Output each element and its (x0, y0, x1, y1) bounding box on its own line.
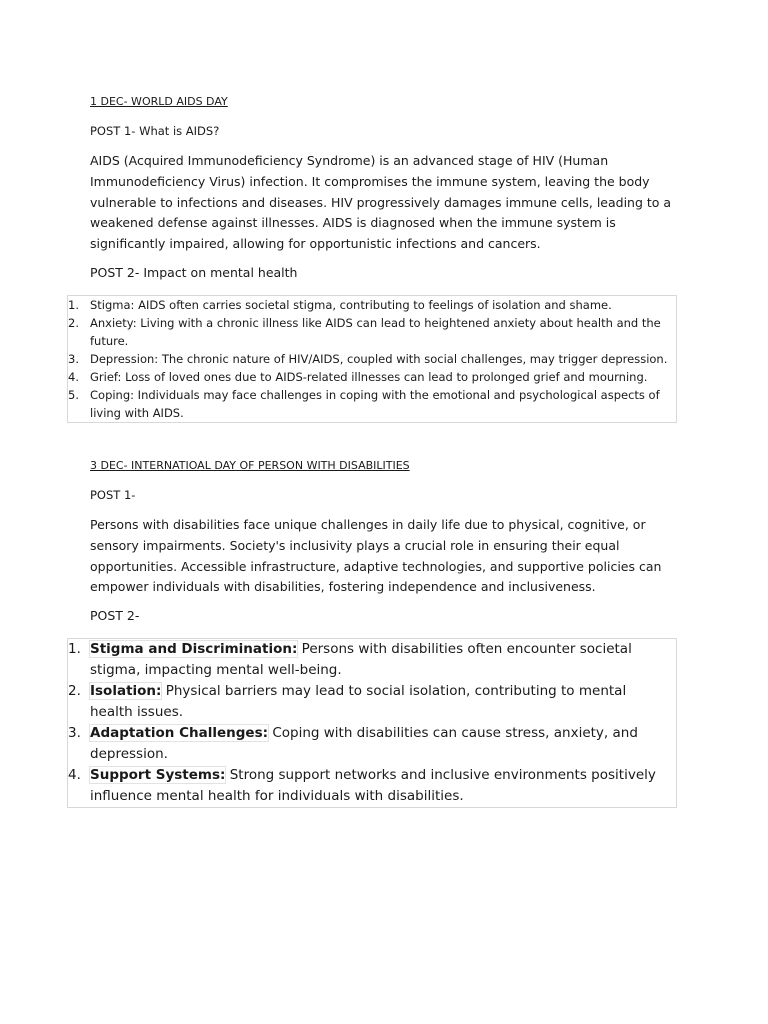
list-item (68, 723, 676, 765)
list-item-text: Depression: The chronic nature of HIV/AIDS, coupled with social challenges, may trigger depression. (90, 352, 668, 366)
list-item-title: Isolation: (90, 683, 162, 699)
list-item-number: 3. (68, 352, 79, 366)
list-item-number: 4. (68, 370, 79, 384)
list-item-text: Stigma: AIDS often carries societal stigma, contributing to feelings of isolation and shame. (90, 298, 612, 312)
list-item (68, 639, 676, 681)
list-item-text: Physical barriers may lead to social isolation, contributing to mental health issues. (90, 683, 627, 720)
section2-post1-paragraph: Persons with disabilities face unique challenges in daily life due to physical, cognitive, or sensory impairments. Society's inclusivity plays a crucial role in ensuring their equal opportunities. Accessible infrastructure, adaptive technologies, and supportive policies can empower individuals with disabilities, fostering independence and inclusiveness. (90, 517, 662, 595)
list-item-number: 2. (68, 316, 79, 330)
section2-list (67, 638, 677, 808)
list-item (68, 350, 676, 368)
list-item-text: Strong support networks and inclusive environments positively influence mental health for individuals with disabilities. (90, 767, 656, 804)
section1-list (67, 295, 677, 423)
list-item (68, 314, 676, 350)
list-item (68, 368, 676, 386)
list-item-text: Persons with disabilities often encounter societal stigma, impacting mental well-being. (90, 641, 632, 678)
list-item-text: Anxiety: Living with a chronic illness like AIDS can lead to heightened anxiety about health and the future. (90, 316, 661, 348)
list-item (68, 296, 676, 314)
section1-post1-paragraph: AIDS (Acquired Immunodeficiency Syndrome) is an advanced stage of HIV (Human Immunodeficiency Virus) infection. It compromises the immune system, leaving the body vulnerable to infections and diseases. HIV progressively damages immune cells, leading to a weakened defense against illnesses. AIDS is diagnosed when the immune system is significantly impaired, allowing for opportunistic infections and cancers. (90, 153, 672, 252)
list-item-number: 3. (68, 725, 81, 741)
list-item (68, 386, 676, 422)
list-item-title: Stigma and Discrimination: (90, 641, 298, 657)
section1-heading: 1 DEC- WORLD AIDS DAY (90, 95, 228, 108)
list-item-text: Grief: Loss of loved ones due to AIDS-related illnesses can lead to prolonged grief and mourning. (90, 370, 648, 384)
list-item-title: Adaptation Challenges: (90, 725, 269, 741)
section1-post1-label: POST 1- What is AIDS? (90, 124, 220, 138)
list-item-number: 1. (68, 641, 81, 657)
list-item-title: Support Systems: (90, 767, 226, 783)
list-item-text: Coping: Individuals may face challenges in coping with the emotional and psychological aspects of living with AIDS. (90, 388, 660, 420)
list-item (68, 765, 676, 807)
list-item-text: Coping with disabilities can cause stress, anxiety, and depression. (90, 725, 638, 762)
list-item-number: 2. (68, 683, 81, 699)
section2-post2-label: POST 2- (90, 608, 140, 623)
list-item-number: 5. (68, 388, 79, 402)
list-item-number: 4. (68, 767, 81, 783)
section1-post2-label: POST 2- Impact on mental health (90, 265, 298, 280)
list-item-number: 1. (68, 298, 79, 312)
section2-post1-label: POST 1- (90, 488, 136, 502)
section2-heading: 3 DEC- INTERNATIOAL DAY OF PERSON WITH DISABILITIES (90, 459, 410, 472)
list-item (68, 681, 676, 723)
